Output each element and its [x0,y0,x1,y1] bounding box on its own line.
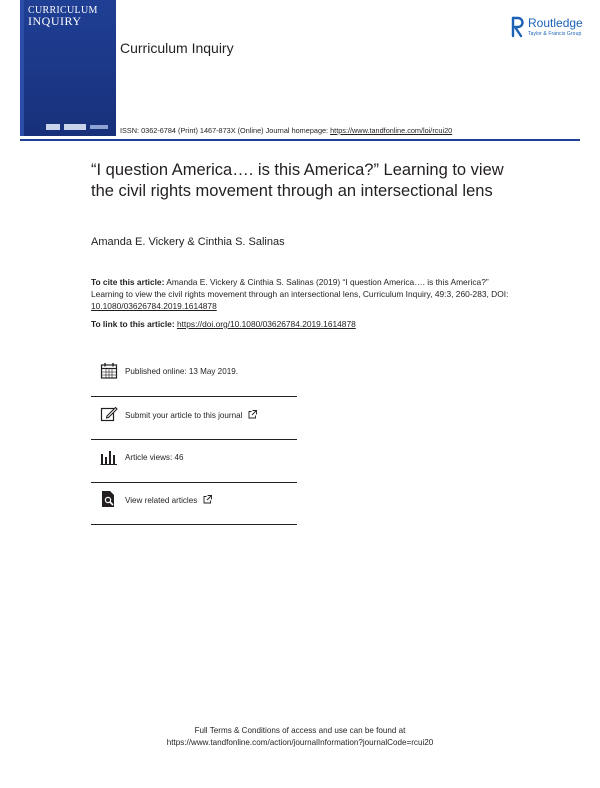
cover-logo [28,6,108,26]
terms-link[interactable]: https://www.tandfonline.com/action/journalInformation?journalCode=rcui20 [166,738,434,747]
citation-block [91,276,521,312]
cover-logo-line2: INQUIRY [28,14,82,28]
article-views-text: Article views: 46 [125,453,184,462]
citation-text: Amanda E. Vickery & Cinthia S. Salinas (2019) “I question America…. is this America?” Learning to view the civil rights movement through an intersectional lens, Curriculum Inquiry, 49:3, 260-283, DOI: [91,277,509,299]
header-divider [20,139,580,141]
article-link-line [91,319,356,329]
publisher-subtitle: Taylor & Francis Group [528,31,582,37]
bar-chart-icon [100,448,118,466]
views-row [91,444,297,483]
citation-label: To cite this article: [91,277,165,287]
related-articles-link[interactable]: View related articles [125,496,198,505]
article-doi-link[interactable]: https://doi.org/10.1080/03626784.2019.1614878 [176,319,356,329]
issn-line [120,126,452,135]
related-articles-icon [100,490,118,508]
submit-row[interactable] [91,401,297,440]
external-link-icon [248,410,257,419]
terms-line: Full Terms & Conditions of access and use can be found at [194,726,406,735]
journal-title: Curriculum Inquiry [120,40,234,56]
edit-icon [100,405,118,423]
journal-cover-thumbnail [20,0,116,136]
routledge-logo-icon [510,16,524,38]
published-row [91,358,297,397]
cover-publisher-marks [46,122,110,132]
cover-logo-line1: CURRICULUM [28,5,98,16]
article-authors: Amanda E. Vickery & Cinthia S. Salinas [91,236,285,248]
related-row[interactable] [91,486,297,525]
cover-stripe [20,0,24,136]
issn-text: ISSN: 0362-6784 (Print) 1467-873X (Online) Journal homepage: [120,126,331,135]
article-title: “I question America…. is this America?” Learning to view the civil rights movement through an intersectional lens [91,161,504,200]
citation-doi-link[interactable]: 10.1080/03626784.2019.1614878 [91,301,217,311]
publisher-name: Routledge [528,16,583,30]
external-link-icon [203,495,212,504]
submit-article-link[interactable]: Submit your article to this journal [125,411,243,420]
journal-homepage-link[interactable]: https://www.tandfonline.com/loi/rcui20 [330,126,453,135]
link-label: To link to this article: [91,319,177,329]
published-date-text: Published online: 13 May 2019. [125,367,238,376]
calendar-icon [100,362,118,380]
